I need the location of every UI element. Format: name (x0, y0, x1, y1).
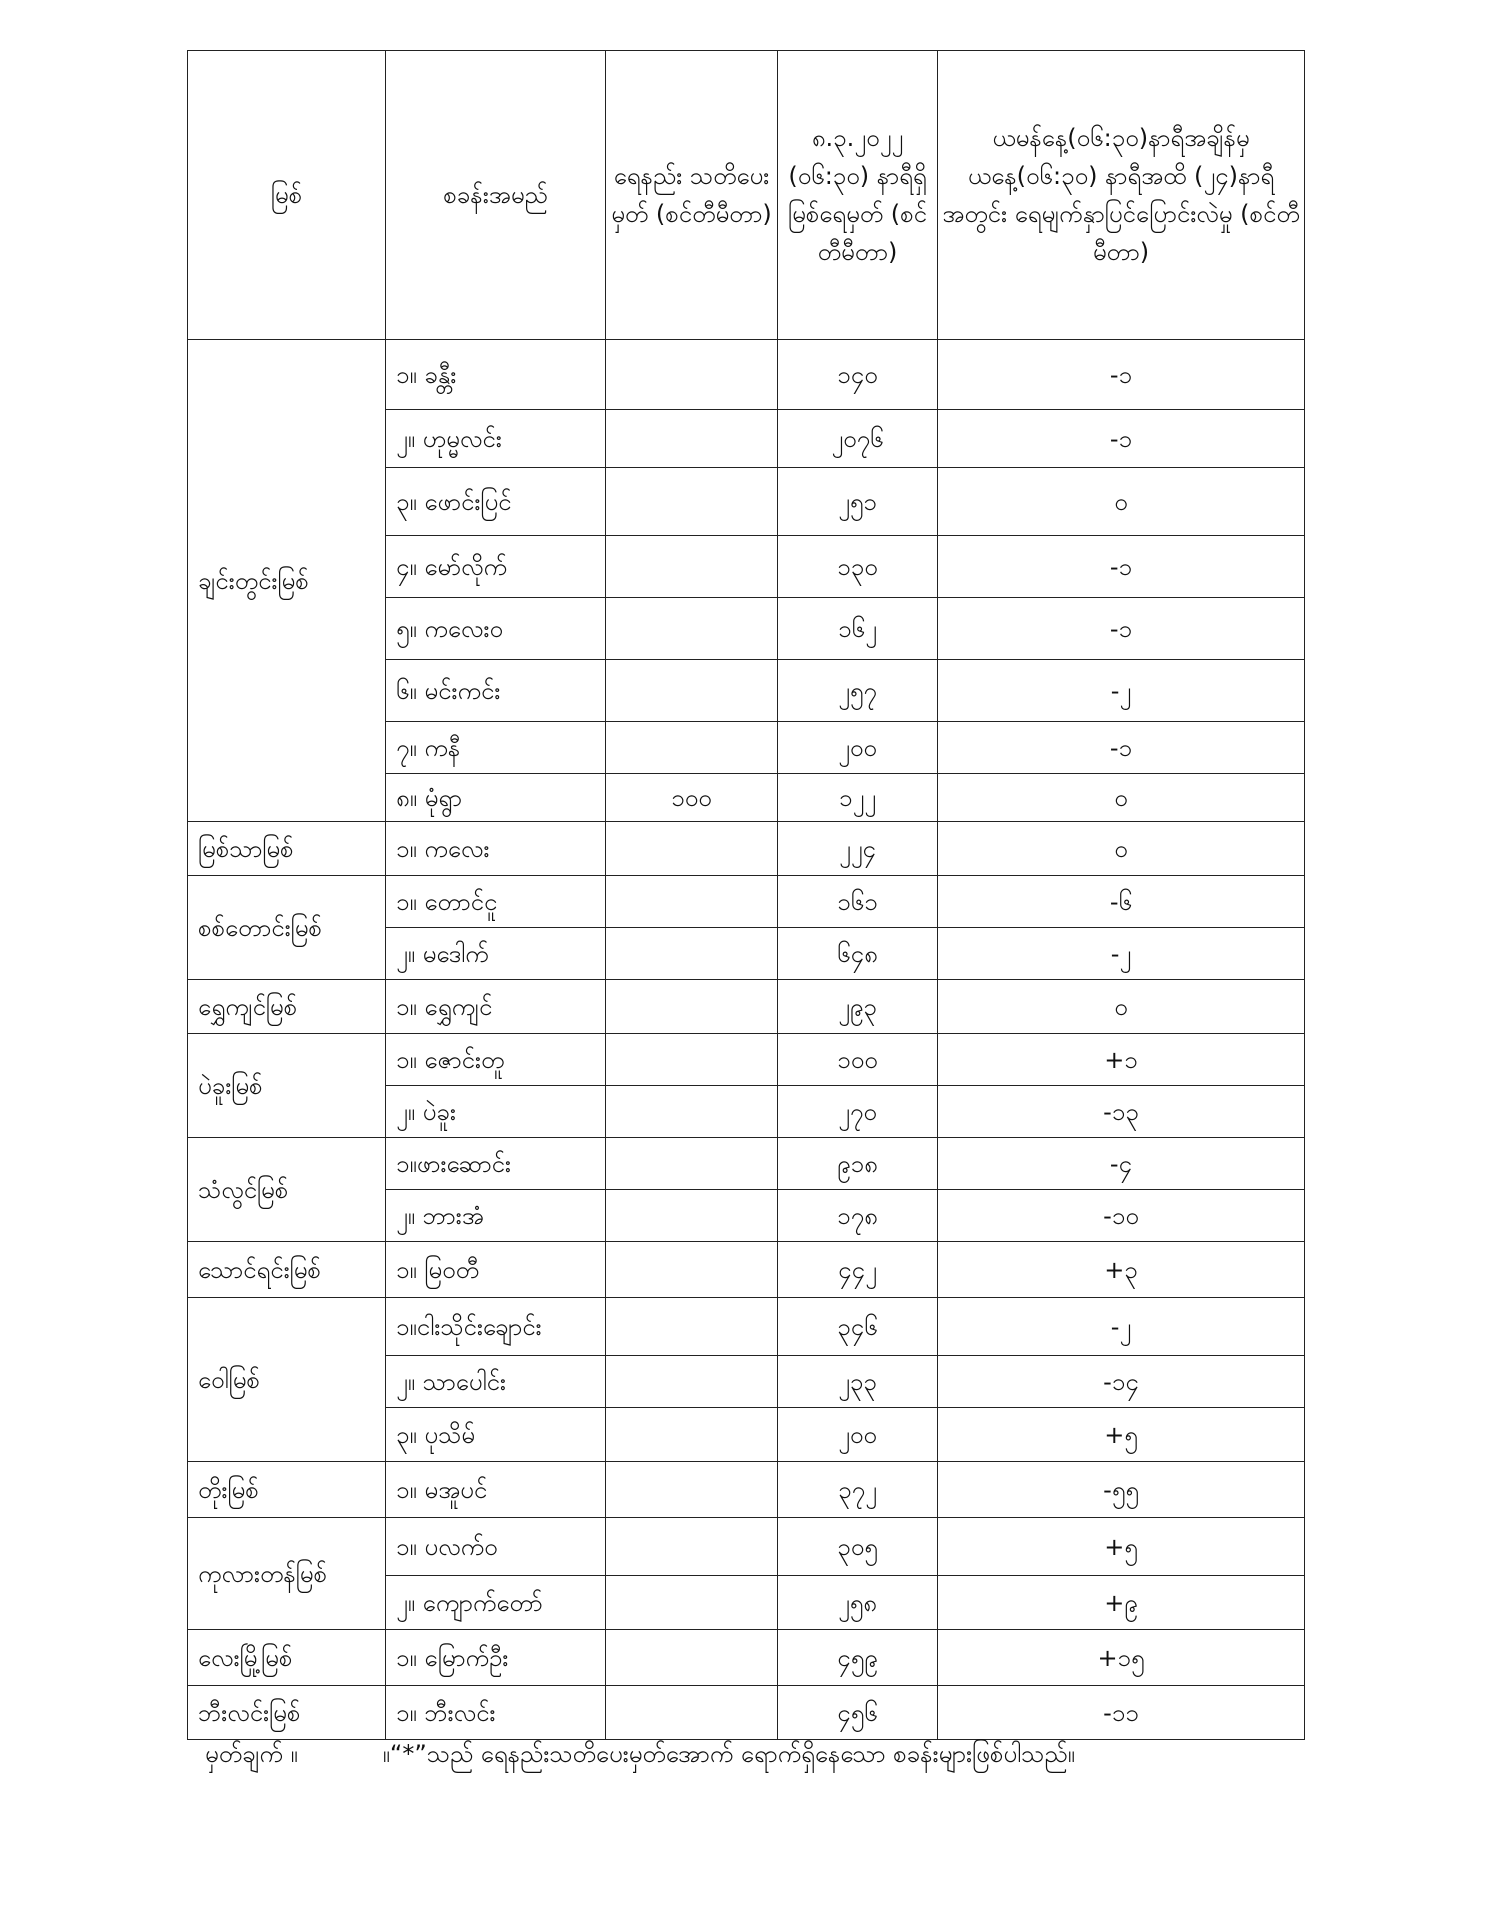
station-name-cell: ၁။ ပလက်ဝ (386, 1518, 606, 1576)
station-name-cell: ၁။ ဘီးလင်း (386, 1686, 606, 1740)
water-level-cell: ၃၀၅ (778, 1518, 938, 1576)
water-level-cell: ၂၀၀ (778, 722, 938, 774)
river-name-cell: စစ်တောင်းမြစ် (188, 876, 386, 980)
danger-level-cell (606, 340, 778, 410)
column-header-station: စခန်းအမည် (386, 51, 606, 340)
water-level-cell: ၃၇၂ (778, 1462, 938, 1518)
table-row (188, 1630, 1305, 1686)
footnote-label: မှတ်ချက် ။ (205, 1740, 298, 1768)
table-row (188, 1462, 1305, 1518)
danger-level-cell (606, 536, 778, 598)
station-name-cell: ၅။ ကလေးဝ (386, 598, 606, 660)
danger-level-cell (606, 1298, 778, 1356)
danger-level-cell (606, 1408, 778, 1462)
level-change-cell: ၀ (938, 822, 1305, 876)
column-header-24h-change: ယမန်နေ့(၀၆:၃၀)နာရီအချိန်မှ ယနေ့(၀၆:၃၀) နာရီအထိ (၂၄)နာရီအတွင်း ရေမျက်နှာပြင်ပြောင်းလဲမှု (စင်တီမီတာ) (938, 51, 1305, 340)
water-level-cell: ၁၂၂ (778, 774, 938, 822)
level-change-cell: -၆ (938, 876, 1305, 928)
station-name-cell: ၆။ မင်းကင်း (386, 660, 606, 722)
danger-level-cell (606, 822, 778, 876)
level-change-cell: +၁ (938, 1034, 1305, 1086)
station-name-cell: ၁။ မအူပင် (386, 1462, 606, 1518)
river-name-cell: ရွှေကျင်မြစ် (188, 980, 386, 1034)
water-level-cell: ၃၄၆ (778, 1298, 938, 1356)
station-name-cell: ၃။ ပုသိမ် (386, 1408, 606, 1462)
table-header-row (188, 51, 1305, 340)
station-name-cell: ၈။ မုံရွာ (386, 774, 606, 822)
station-name-cell: ၄။ မော်လိုက် (386, 536, 606, 598)
river-name-cell: ဝေါမြစ် (188, 1298, 386, 1462)
level-change-cell: -၁ (938, 340, 1305, 410)
river-name-cell: တိုးမြစ် (188, 1462, 386, 1518)
water-level-cell: ၁၆၂ (778, 598, 938, 660)
table-row (188, 340, 1305, 410)
station-name-cell: ၂။ သာပေါင်း (386, 1356, 606, 1408)
level-change-cell: ၀ (938, 468, 1305, 536)
level-change-cell: -၂ (938, 660, 1305, 722)
danger-level-cell (606, 928, 778, 980)
water-level-cell: ၉၁၈ (778, 1138, 938, 1190)
water-level-cell: ၁၆၁ (778, 876, 938, 928)
level-change-cell: -၁ (938, 598, 1305, 660)
column-header-danger-level: ရေနည်း သတိပေးမှတ် (စင်တီမီတာ) (606, 51, 778, 340)
water-level-cell: ၂၃၃ (778, 1356, 938, 1408)
danger-level-cell (606, 1576, 778, 1630)
level-change-cell: -၂ (938, 1298, 1305, 1356)
river-name-cell: လေးမြို့မြစ် (188, 1630, 386, 1686)
table-row (188, 1242, 1305, 1298)
water-level-cell: ၂၂၄ (778, 822, 938, 876)
water-level-cell: ၁၄၀ (778, 340, 938, 410)
level-change-cell: -၁ (938, 722, 1305, 774)
level-change-cell: +၉ (938, 1576, 1305, 1630)
river-name-cell: ဘီးလင်းမြစ် (188, 1686, 386, 1740)
level-change-cell: -၄ (938, 1138, 1305, 1190)
level-change-cell: ၀ (938, 980, 1305, 1034)
level-change-cell: -၁ (938, 536, 1305, 598)
station-name-cell: ၂။ ဘားအံ (386, 1190, 606, 1242)
danger-level-cell: ၁၀၀ (606, 774, 778, 822)
water-level-cell: ၂၀၀ (778, 1408, 938, 1462)
level-change-cell: -၂ (938, 928, 1305, 980)
station-name-cell: ၁။ဖားဆောင်း (386, 1138, 606, 1190)
water-level-table (187, 50, 1305, 1740)
water-level-cell: ၂၉၃ (778, 980, 938, 1034)
level-change-cell: +၅ (938, 1408, 1305, 1462)
danger-level-cell (606, 1462, 778, 1518)
danger-level-cell (606, 1086, 778, 1138)
water-level-cell: ၁၇၈ (778, 1190, 938, 1242)
station-name-cell: ၂။ မဒေါက် (386, 928, 606, 980)
danger-level-cell (606, 1630, 778, 1686)
river-name-cell: ပဲခူးမြစ် (188, 1034, 386, 1138)
water-level-cell: ၄၄၂ (778, 1242, 938, 1298)
station-name-cell: ၇။ ကနီ (386, 722, 606, 774)
station-name-cell: ၁။ ခန္တီး (386, 340, 606, 410)
level-change-cell: +၃ (938, 1242, 1305, 1298)
danger-level-cell (606, 1190, 778, 1242)
river-name-cell: သံလွင်မြစ် (188, 1138, 386, 1242)
level-change-cell: ၀ (938, 774, 1305, 822)
station-name-cell: ၁။ တောင်ငူ (386, 876, 606, 928)
station-name-cell: ၁။ မြောက်ဦး (386, 1630, 606, 1686)
level-change-cell: -၁၄ (938, 1356, 1305, 1408)
water-level-cell: ၄၅၆ (778, 1686, 938, 1740)
table-row (188, 1298, 1305, 1356)
danger-level-cell (606, 410, 778, 468)
station-name-cell: ၁။ငါးသိုင်းချောင်း (386, 1298, 606, 1356)
column-header-water-level: ၈.၃.၂၀၂၂ (၀၆:၃၀) နာရီရှိ မြစ်ရေမှတ် (စင်တီမီတာ) (778, 51, 938, 340)
water-level-cell: ၁၀၀ (778, 1034, 938, 1086)
footnote-text: ။“*”သည် ရေနည်းသတိပေးမှတ်အောက် ရောက်ရှိနေသော စခန်းများဖြစ်ပါသည်။ (382, 1740, 1075, 1768)
danger-level-cell (606, 468, 778, 536)
table-row (188, 822, 1305, 876)
station-name-cell: ၂။ ကျောက်တော် (386, 1576, 606, 1630)
river-name-cell: ချင်းတွင်းမြစ် (188, 340, 386, 822)
footnote (205, 1738, 1315, 1774)
water-level-cell: ၂၅၁ (778, 468, 938, 536)
water-level-cell: ၂၅၈ (778, 1576, 938, 1630)
water-level-cell: ၆၄၈ (778, 928, 938, 980)
station-name-cell: ၁။ ကလေး (386, 822, 606, 876)
danger-level-cell (606, 722, 778, 774)
danger-level-cell (606, 876, 778, 928)
danger-level-cell (606, 598, 778, 660)
water-level-cell: ၂၇၀ (778, 1086, 938, 1138)
level-change-cell: +၅ (938, 1518, 1305, 1576)
station-name-cell: ၁။ ရွှေကျင် (386, 980, 606, 1034)
level-change-cell: -၁၁ (938, 1686, 1305, 1740)
table-row (188, 1034, 1305, 1086)
river-name-cell: မြစ်သာမြစ် (188, 822, 386, 876)
table-row (188, 1686, 1305, 1740)
water-level-cell: ၂၀၇၆ (778, 410, 938, 468)
level-change-cell: -၁ (938, 410, 1305, 468)
station-name-cell: ၂။ ဟုမ္မလင်း (386, 410, 606, 468)
station-name-cell: ၃။ ဖောင်းပြင် (386, 468, 606, 536)
water-level-cell: ၁၃၀ (778, 536, 938, 598)
table-row (188, 980, 1305, 1034)
danger-level-cell (606, 1138, 778, 1190)
danger-level-cell (606, 1518, 778, 1576)
river-name-cell: သောင်ရင်းမြစ် (188, 1242, 386, 1298)
water-level-cell: ၂၅၇ (778, 660, 938, 722)
level-change-cell: -၅၅ (938, 1462, 1305, 1518)
danger-level-cell (606, 1686, 778, 1740)
station-name-cell: ၁။ ဇောင်းတူ (386, 1034, 606, 1086)
danger-level-cell (606, 1356, 778, 1408)
level-change-cell: -၁၀ (938, 1190, 1305, 1242)
danger-level-cell (606, 980, 778, 1034)
level-change-cell: +၁၅ (938, 1630, 1305, 1686)
table-body (188, 340, 1305, 1740)
danger-level-cell (606, 660, 778, 722)
table-row (188, 876, 1305, 928)
river-name-cell: ကုလားတန်မြစ် (188, 1518, 386, 1630)
level-change-cell: -၁၃ (938, 1086, 1305, 1138)
column-header-river: မြစ် (188, 51, 386, 340)
station-name-cell: ၂။ ပဲခူး (386, 1086, 606, 1138)
water-level-cell: ၄၅၉ (778, 1630, 938, 1686)
station-name-cell: ၁။ မြဝတီ (386, 1242, 606, 1298)
danger-level-cell (606, 1242, 778, 1298)
table-row (188, 1138, 1305, 1190)
danger-level-cell (606, 1034, 778, 1086)
table-row (188, 1518, 1305, 1576)
